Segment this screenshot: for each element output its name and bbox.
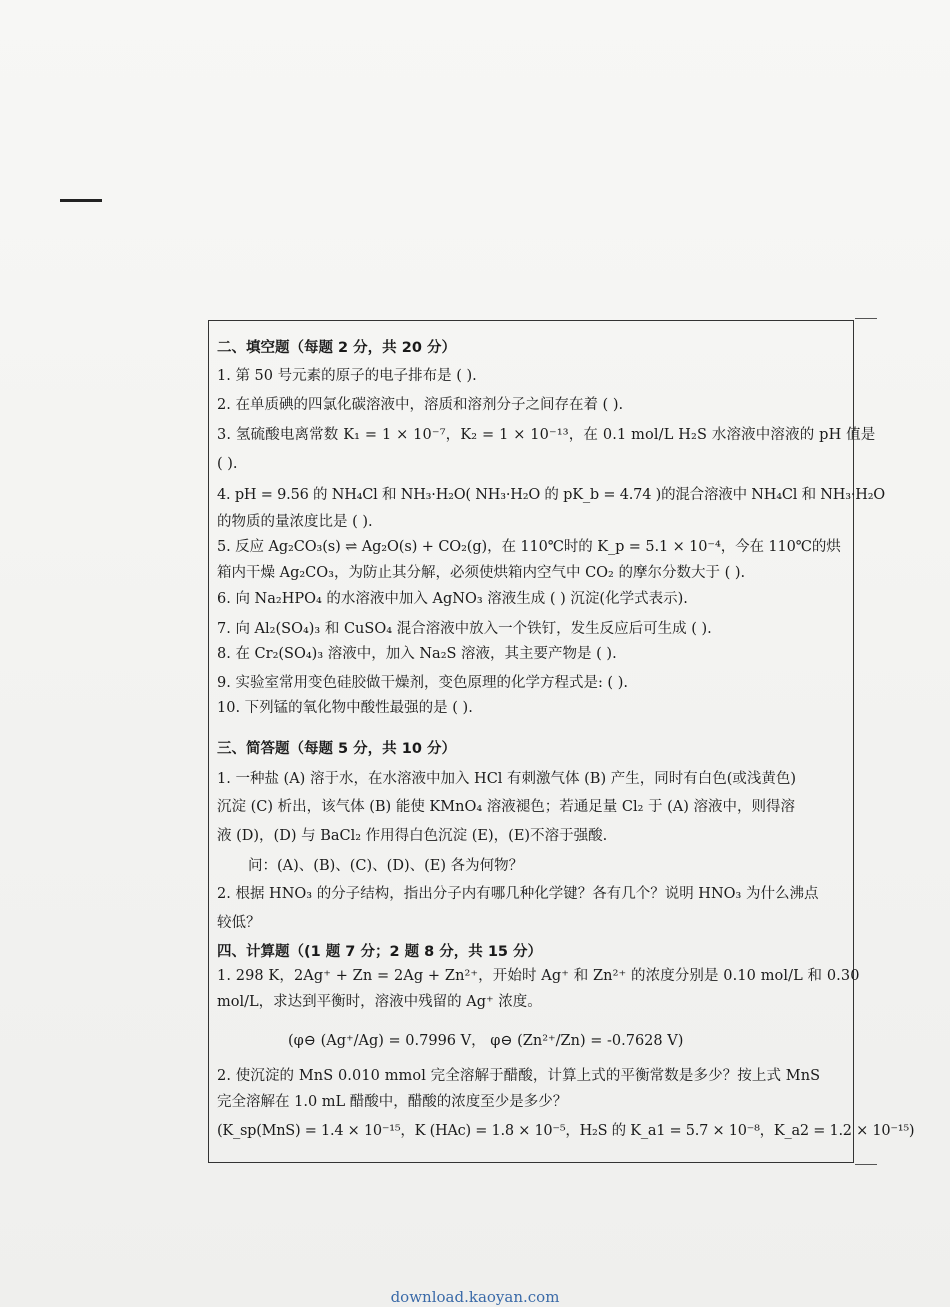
s3-q1-line2: 沉淀 (C) 析出，该气体 (B) 能使 KMnO₄ 溶液褪色；若通足量 Cl₂ 于 (A) 溶液中，则得溶 [217,799,796,815]
s3-q2-line1: 2. 根据 HNO₃ 的分子结构，指出分子内有哪几种化学键？各有几个？说明 HNO₃ 为什么沸点 [217,886,819,902]
s4-q1-line1: 1. 298 K，2Ag⁺ + Zn = 2Ag + Zn²⁺，开始时 Ag⁺ 和 Zn²⁺ 的浓度分别是 0.10 mol/L 和 0.30 [217,968,860,984]
s4-q2-constants: (K_sp(MnS) = 1.4 × 10⁻¹⁵，K (HAc) = 1.8 × 10⁻⁵，H₂S 的 K_a1 = 5.7 × 10⁻⁸，K_a2 = 1.2 × 10⁻¹⁵) [217,1123,915,1139]
s2-q8: 8. 在 Cr₂(SO₄)₃ 溶液中，加入 Na₂S 溶液，其主要产物是 ( ). [217,646,617,662]
s2-q5-cont: 箱内干燥 Ag₂CO₃，为防止其分解，必须使烘箱内空气中 CO₂ 的摩尔分数大于 ( ). [217,565,746,581]
s2-q2: 2. 在单质碘的四氯化碳溶液中，溶质和溶剂分子之间存在着 ( ). [217,397,624,413]
s4-q2-line1: 2. 使沉淀的 MnS 0.010 mmol 完全溶解于醋酸，计算上式的平衡常数是多少？按上式 MnS [217,1068,821,1084]
s2-q7: 7. 向 Al₂(SO₄)₃ 和 CuSO₄ 混合溶液中放入一个铁钉，发生反应后可生成 ( ). [217,621,712,637]
s2-q3-cont: ( ). [217,456,238,472]
s2-q4-cont: 的物质的量浓度比是 ( ). [217,514,373,530]
s3-q2-line2: 较低？ [217,915,261,931]
section3-heading: 三、简答题（每题 5 分，共 10 分） [217,741,456,757]
section2-heading: 二、填空题（每题 2 分，共 20 分） [217,340,456,356]
s2-q10: 10. 下列锰的氧化物中酸性最强的是 ( ). [217,700,473,716]
s4-q1-potentials: (φ⊖ (Ag⁺/Ag) = 0.7996 V， φ⊖ (Zn²⁺/Zn) = -0.7628 V) [288,1033,684,1049]
s3-q1-question: 问：(A)、(B)、(C)、(D)、(E) 各为何物？ [248,858,524,874]
s4-q1-line2: mol/L，求达到平衡时，溶液中残留的 Ag⁺ 浓度。 [217,994,542,1010]
s3-q1-line1: 1. 一种盐 (A) 溶于水，在水溶液中加入 HCl 有刺激气体 (B) 产生，同时有白色(或浅黄色) [217,771,797,787]
s3-q1-line3: 液 (D)，(D) 与 BaCl₂ 作用得白色沉淀 (E)，(E)不溶于强酸. [217,828,608,844]
s2-q1: 1. 第 50 号元素的原子的电子排布是 ( ). [217,368,477,384]
s2-q4: 4. pH = 9.56 的 NH₄Cl 和 NH₃·H₂O( NH₃·H₂O 的 pK_b = 4.74 )的混合溶液中 NH₄Cl 和 NH₃·H₂O [217,487,885,503]
corner-dash-mark [60,199,102,202]
s2-q6: 6. 向 Na₂HPO₄ 的水溶液中加入 AgNO₃ 溶液生成 ( ) 沉淀(化学式表示). [217,591,688,607]
section4-heading: 四、计算题（(1 题 7 分；2 题 8 分，共 15 分） [217,944,543,960]
source-url-footer[interactable]: download.kaoyan.com [390,1288,560,1306]
frame-side-strip [855,318,877,1165]
s4-q2-line2: 完全溶解在 1.0 mL 醋酸中，醋酸的浓度至少是多少？ [217,1094,568,1110]
s2-q5: 5. 反应 Ag₂CO₃(s) ⇌ Ag₂O(s) + CO₂(g)，在 110℃时的 K_p = 5.1 × 10⁻⁴，今在 110℃的烘 [217,539,841,555]
s2-q9: 9. 实验室常用变色硅胶做干燥剂，变色原理的化学方程式是: ( ). [217,675,628,691]
s2-q3: 3. 氢硫酸电离常数 K₁ = 1 × 10⁻⁷，K₂ = 1 × 10⁻¹³，在 0.1 mol/L H₂S 水溶液中溶液的 pH 值是 [217,427,876,443]
